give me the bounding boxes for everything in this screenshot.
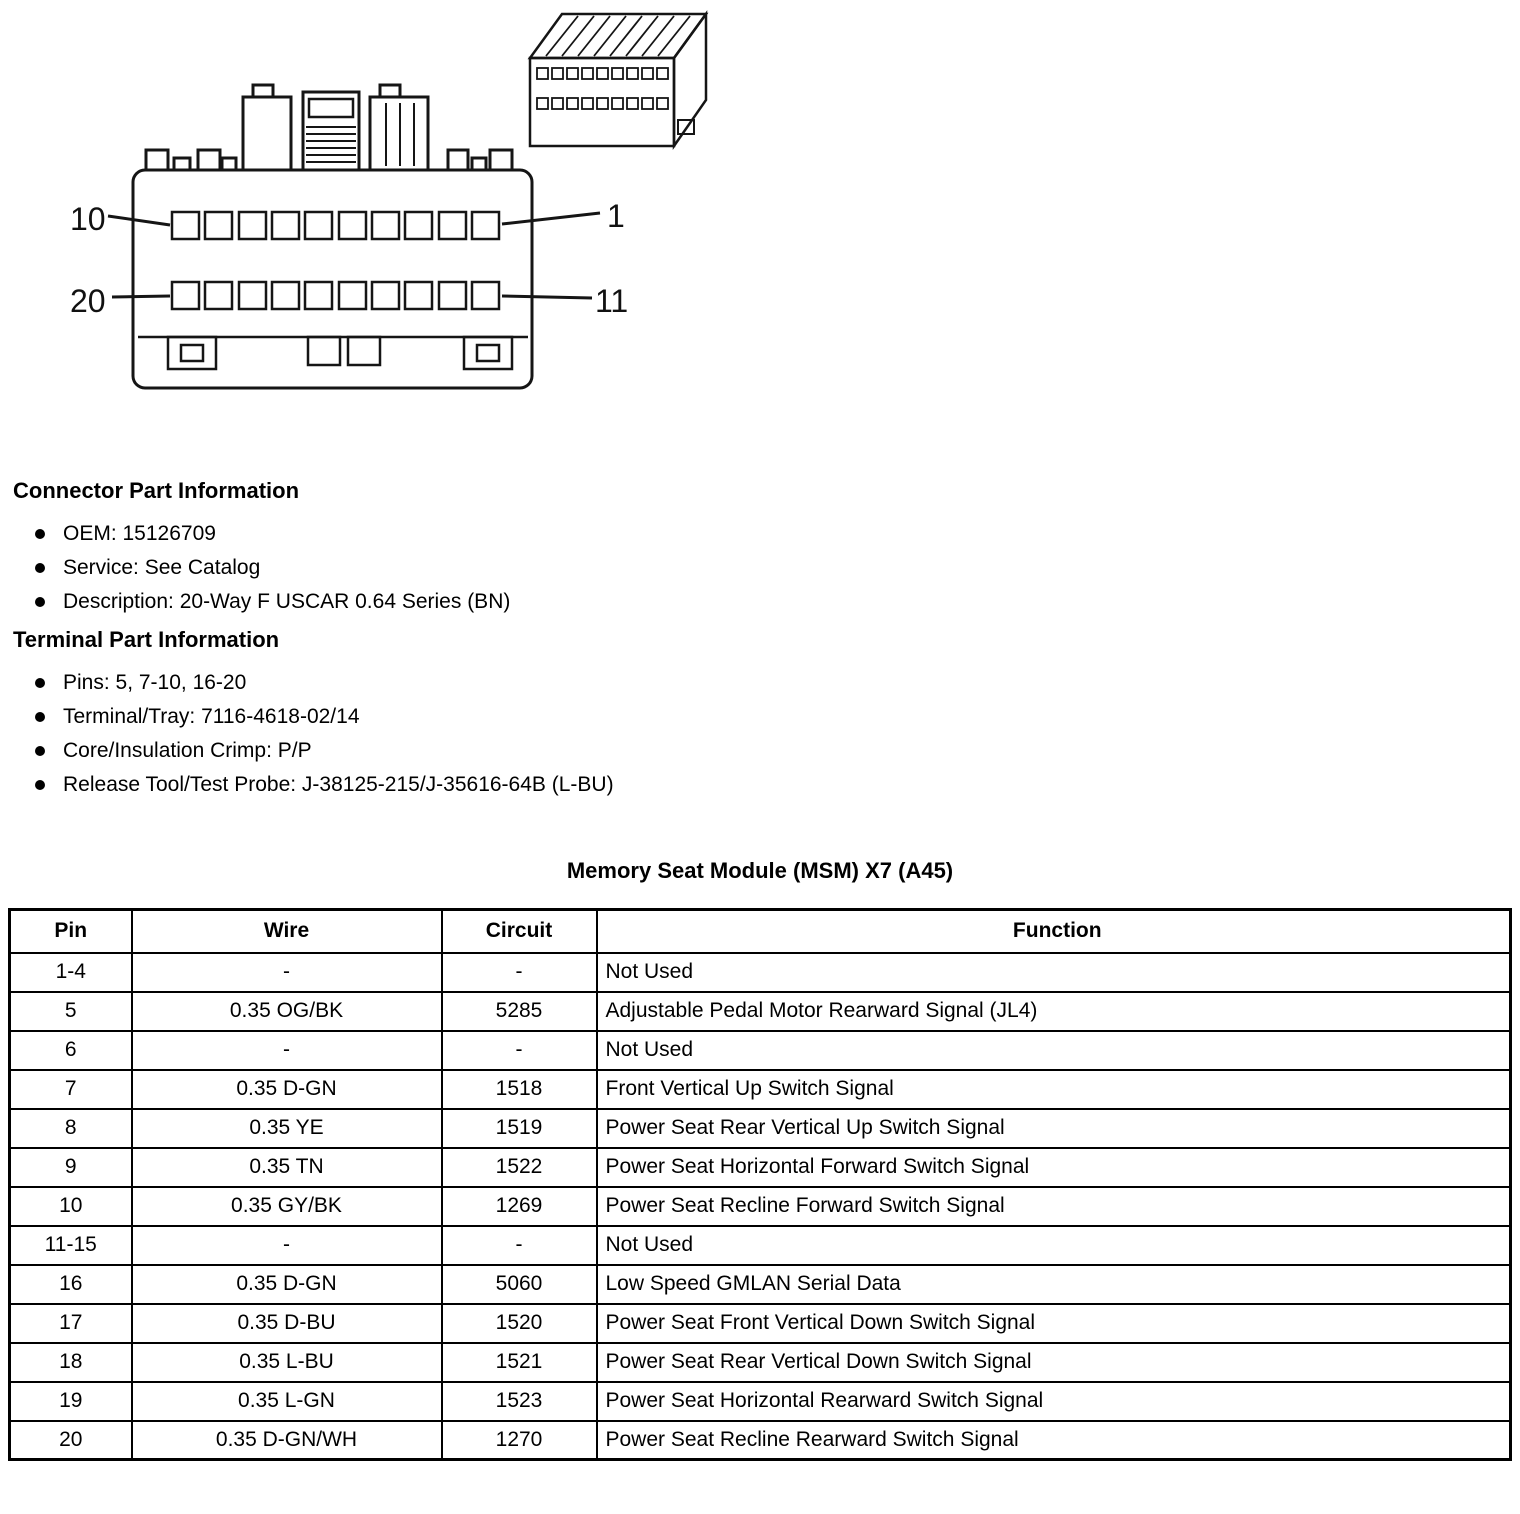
function-cell: Power Seat Horizontal Rearward Switch Signal [597, 1382, 1511, 1421]
connector-info-description: Description: 20-Way F USCAR 0.64 Series (BN) [63, 590, 511, 613]
pin-row-top [172, 212, 499, 239]
pin-cell: 10 [10, 1187, 132, 1226]
table-row [10, 1265, 1511, 1304]
table-row [10, 1148, 1511, 1187]
bullet-icon [35, 780, 45, 790]
circuit-cell: 1518 [442, 1070, 597, 1109]
table-row [10, 953, 1511, 992]
bullet-icon [35, 563, 45, 573]
bullet-icon [35, 746, 45, 756]
terminal-info-release-tool: Release Tool/Test Probe: J-38125-215/J-35616-64B (L-BU) [63, 773, 614, 796]
wire-cell: 0.35 OG/BK [132, 992, 442, 1031]
function-column-header: Function [597, 910, 1511, 953]
table-row [10, 1421, 1511, 1460]
pinout-table [8, 908, 1512, 1461]
function-cell: Front Vertical Up Switch Signal [597, 1070, 1511, 1109]
wire-cell: 0.35 YE [132, 1109, 442, 1148]
circuit-cell: - [442, 953, 597, 992]
wire-cell: 0.35 D-GN [132, 1265, 442, 1304]
terminal-info-crimp: Core/Insulation Crimp: P/P [63, 739, 312, 762]
wire-cell: 0.35 GY/BK [132, 1187, 442, 1226]
circuit-cell: 5060 [442, 1265, 597, 1304]
perspective-top-ribs [546, 16, 690, 56]
function-cell: Not Used [597, 953, 1511, 992]
function-cell: Power Seat Front Vertical Down Switch Signal [597, 1304, 1511, 1343]
list-item [13, 556, 1113, 579]
list-item [13, 590, 1113, 613]
circuit-cell: 1520 [442, 1304, 597, 1343]
circuit-cell: - [442, 1226, 597, 1265]
table-header-row [10, 910, 1511, 953]
circuit-cell: 1521 [442, 1343, 597, 1382]
wire-cell: 0.35 D-BU [132, 1304, 442, 1343]
wire-cell: 0.35 D-GN/WH [132, 1421, 442, 1460]
list-item [13, 705, 1113, 728]
pin-cell: 8 [10, 1109, 132, 1148]
connector-info-oem: OEM: 15126709 [63, 522, 216, 545]
pin-label-bottom-right: 11 [595, 283, 629, 319]
connector-diagram [0, 0, 1520, 470]
terminal-info-heading: Terminal Part Information [13, 627, 280, 652]
pin-cell: 20 [10, 1421, 132, 1460]
pin-cell: 7 [10, 1070, 132, 1109]
terminal-info-pins: Pins: 5, 7-10, 16-20 [63, 671, 247, 694]
function-cell: Power Seat Recline Rearward Switch Signal [597, 1421, 1511, 1460]
list-item [13, 522, 1113, 545]
wire-cell: 0.35 D-GN [132, 1070, 442, 1109]
circuit-cell: 1523 [442, 1382, 597, 1421]
table-row [10, 1382, 1511, 1421]
function-cell: Low Speed GMLAN Serial Data [597, 1265, 1511, 1304]
pin-label-top-left: 10 [70, 201, 106, 237]
pin-row-bottom [172, 282, 499, 309]
pin-cell: 16 [10, 1265, 132, 1304]
table-row [10, 1226, 1511, 1265]
table-row [10, 1070, 1511, 1109]
pin-label-bottom-left: 20 [70, 283, 106, 319]
part-information-section [13, 478, 1113, 810]
list-item [13, 671, 1113, 694]
wire-cell: 0.35 L-BU [132, 1343, 442, 1382]
wire-column-header: Wire [132, 910, 442, 953]
bullet-icon [35, 712, 45, 722]
function-cell: Adjustable Pedal Motor Rearward Signal (JL4) [597, 992, 1511, 1031]
wire-cell: - [132, 953, 442, 992]
pin-cell: 19 [10, 1382, 132, 1421]
table-row [10, 1343, 1511, 1382]
pin-cell: 5 [10, 992, 132, 1031]
function-cell: Power Seat Recline Forward Switch Signal [597, 1187, 1511, 1226]
bullet-icon [35, 529, 45, 539]
table-row [10, 1304, 1511, 1343]
bullet-icon [35, 678, 45, 688]
pin-cell: 17 [10, 1304, 132, 1343]
connector-info-list [13, 522, 1113, 613]
perspective-pin-face [537, 68, 668, 109]
wire-cell: 0.35 TN [132, 1148, 442, 1187]
function-cell: Power Seat Rear Vertical Down Switch Signal [597, 1343, 1511, 1382]
connector-info-service: Service: See Catalog [63, 556, 261, 579]
function-cell: Power Seat Horizontal Forward Switch Signal [597, 1148, 1511, 1187]
wire-cell: - [132, 1031, 442, 1070]
list-item [13, 773, 1113, 796]
pin-cell: 9 [10, 1148, 132, 1187]
function-cell: Not Used [597, 1226, 1511, 1265]
pin-cell: 6 [10, 1031, 132, 1070]
terminal-info-list [13, 671, 1113, 796]
pin-cell: 11-15 [10, 1226, 132, 1265]
connector-perspective-view [530, 14, 706, 146]
latch-ribs [306, 127, 356, 162]
circuit-cell: 5285 [442, 992, 597, 1031]
table-title: Memory Seat Module (MSM) X7 (A45) [566, 858, 954, 883]
pin-cell: 18 [10, 1343, 132, 1382]
function-cell: Power Seat Rear Vertical Up Switch Signal [597, 1109, 1511, 1148]
bullet-icon [35, 597, 45, 607]
table-row [10, 1031, 1511, 1070]
pin-cell: 1-4 [10, 953, 132, 992]
circuit-cell: 1522 [442, 1148, 597, 1187]
table-row [10, 992, 1511, 1031]
pin-label-top-right: 1 [607, 198, 625, 234]
function-cell: Not Used [597, 1031, 1511, 1070]
wire-cell: - [132, 1226, 442, 1265]
circuit-cell: 1519 [442, 1109, 597, 1148]
circuit-cell: 1270 [442, 1421, 597, 1460]
wire-cell: 0.35 L-GN [132, 1382, 442, 1421]
table-row [10, 1109, 1511, 1148]
pin-column-header: Pin [10, 910, 132, 953]
circuit-column-header: Circuit [442, 910, 597, 953]
table-row [10, 1187, 1511, 1226]
connector-info-heading: Connector Part Information [13, 478, 300, 503]
circuit-cell: - [442, 1031, 597, 1070]
terminal-info-tray: Terminal/Tray: 7116-4618-02/14 [63, 705, 360, 728]
list-item [13, 739, 1113, 762]
circuit-cell: 1269 [442, 1187, 597, 1226]
